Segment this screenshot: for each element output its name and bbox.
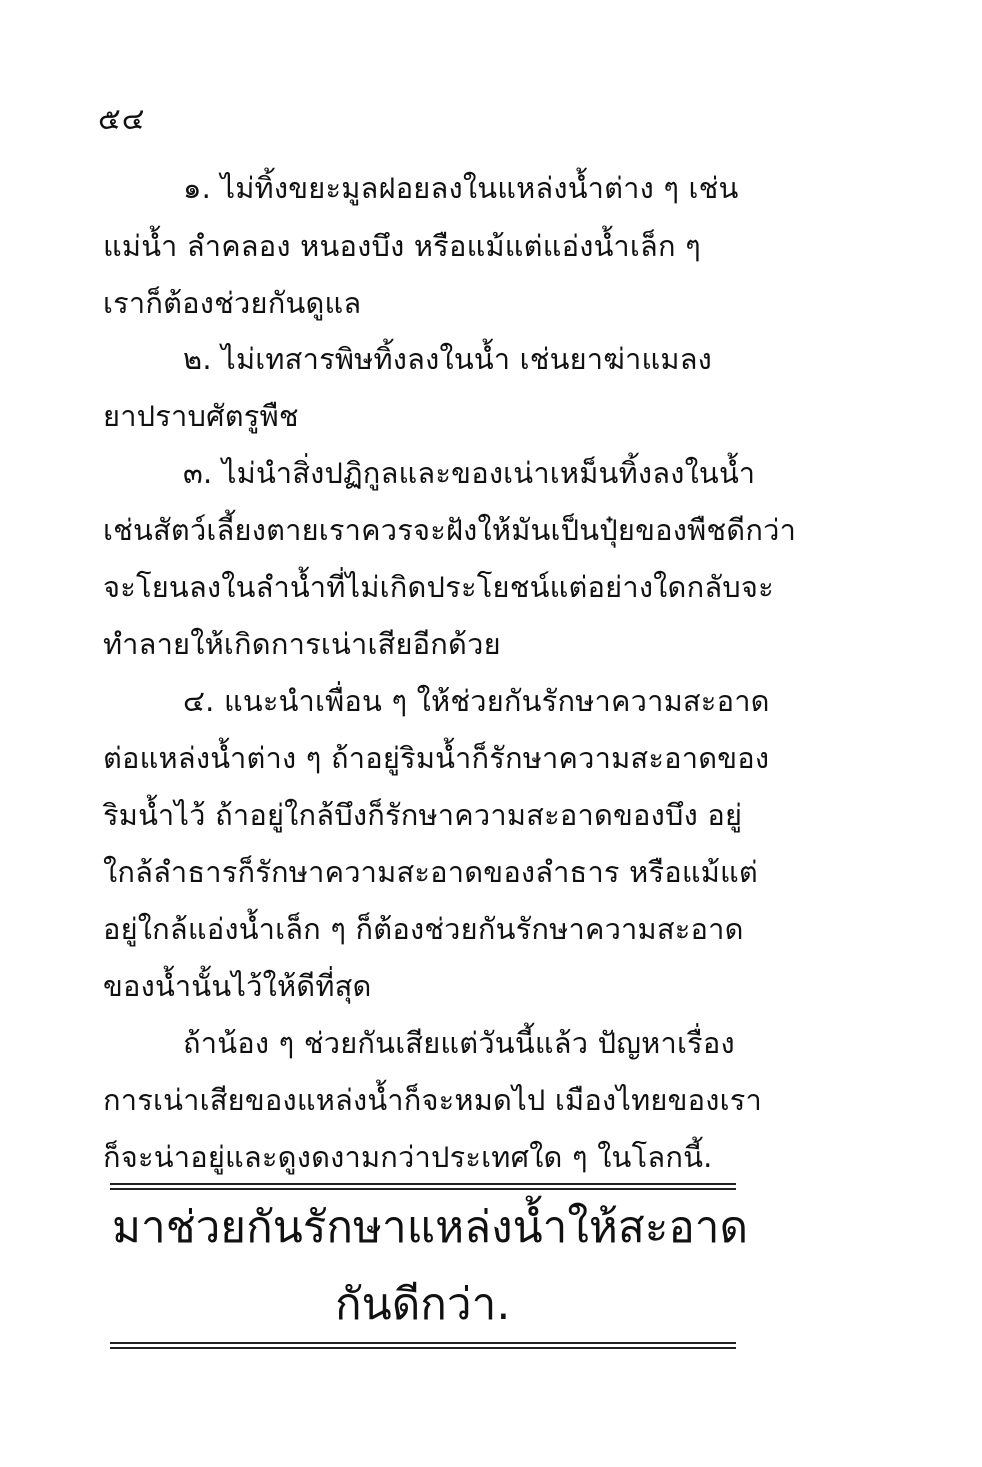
body-line: อยู่ใกล้แอ่งน้ำเล็ก ๆ ก็ต้องช่วยกันรักษาความสะอาด [103,912,744,946]
body-line: ริมน้ำไว้ ถ้าอยู่ใกล้บึงก็รักษาความสะอาดของบึง อยู่ [103,798,743,832]
body-line: การเน่าเสียของแหล่งน้ำก็จะหมดไป เมืองไทยของเรา [103,1083,762,1117]
body-line: ต่อแหล่งน้ำต่าง ๆ ถ้าอยู่ริมน้ำก็รักษาความสะอาดของ [103,741,770,775]
body-line: ยาปราบศัตรูพืช [103,399,299,433]
body-line: ๑. ไม่ทิ้งขยะมูลฝอยลงในแหล่งน้ำต่าง ๆ เช่น [183,171,739,205]
body-line: เราก็ต้องช่วยกันดูแล [103,286,362,320]
body-line: จะโยนลงในลำน้ำที่ไม่เกิดประโยชน์แต่อย่างใดกลับจะ [103,570,774,604]
body-line: ทำลายให้เกิดการเน่าเสียอีกด้วย [103,627,501,661]
slogan-line-1: มาช่วยกันรักษาแหล่งน้ำให้สะอาด [112,1202,749,1253]
top-double-rule [110,1183,736,1190]
body-line: ก็จะน่าอยู่และดูงดงามกว่าประเทศใด ๆ ในโลกนี้. [103,1140,713,1174]
body-line: ของน้ำนั้นไว้ให้ดีที่สุด [103,969,372,1003]
body-line: เช่นสัตว์เลี้ยงตายเราควรจะฝังให้มันเป็นปุ๋ยของพืชดีกว่า [103,513,797,547]
slogan-line-2: กันดีกว่า. [335,1279,511,1330]
page-number: ๕๔ [98,102,146,137]
body-line: ถ้าน้อง ๆ ช่วยกันเสียแต่วันนี้แล้ว ปัญหาเรื่อง [183,1026,735,1060]
bottom-double-rule [110,1342,736,1349]
body-line: ๔. แนะนำเพื่อน ๆ ให้ช่วยกันรักษาความสะอาด [183,684,770,718]
body-line: ๒. ไม่เทสารพิษทิ้งลงในน้ำ เช่นยาฆ่าแมลง [183,342,713,376]
body-line: ๓. ไม่นำสิ่งปฏิกูลและของเน่าเหม็นทิ้งลงในน้ำ [183,456,756,490]
body-line: ใกล้ลำธารก็รักษาความสะอาดของลำธาร หรือแม้แต่ [103,855,758,889]
body-line: แม่น้ำ ลำคลอง หนองบึง หรือแม้แต่แอ่งน้ำเล็ก ๆ [103,229,701,263]
